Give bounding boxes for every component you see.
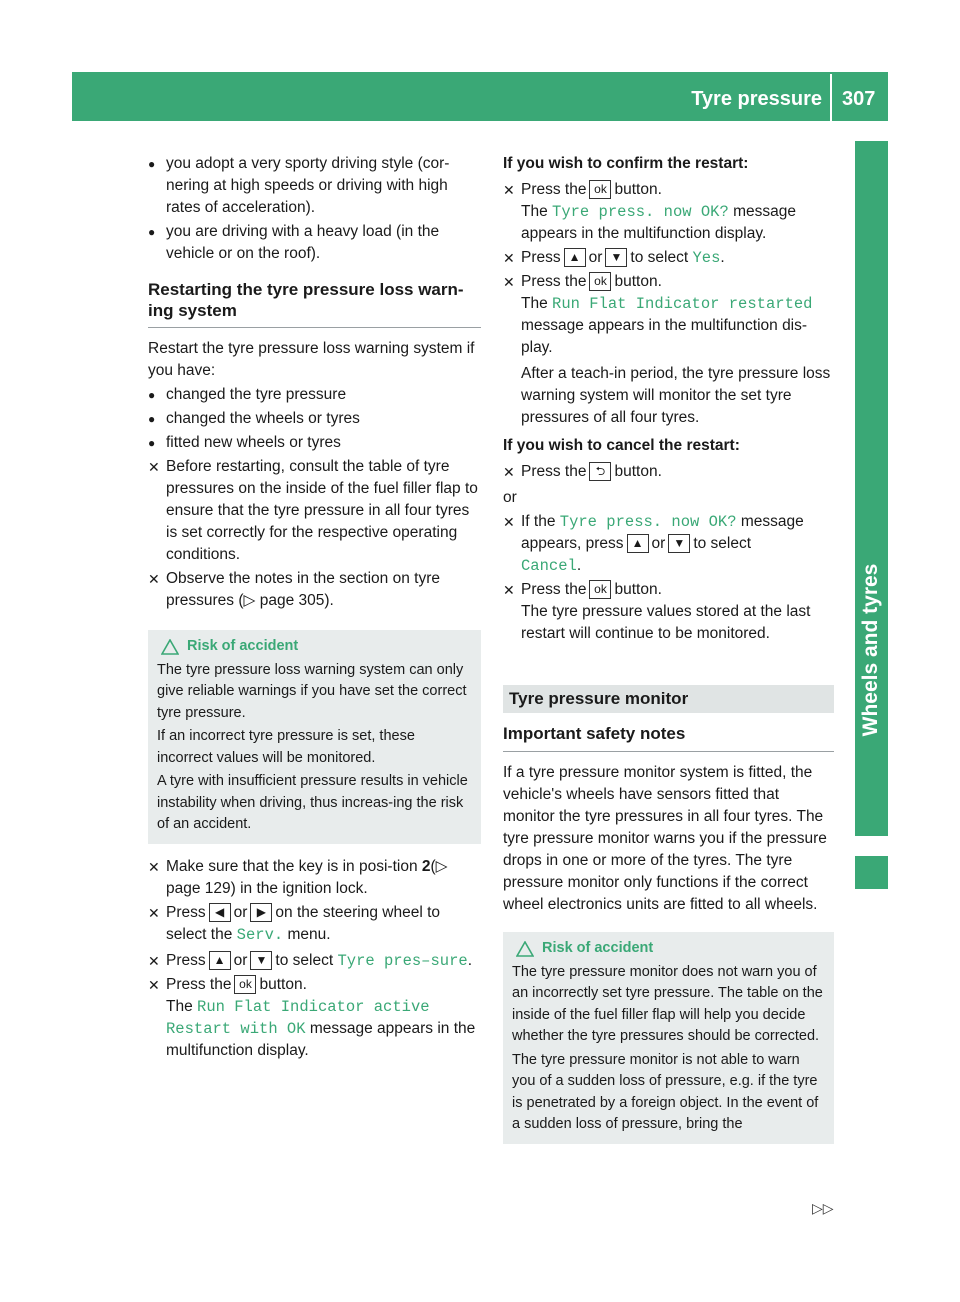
warning-text: If an incorrect tyre pressure is set, these incorrect values will be monitored.	[157, 728, 415, 766]
step-item: ✕ Press the ok button. The Run Flat Indicator active Restart with OK message appears in the multifunction display.	[148, 975, 476, 1059]
or-text: or	[503, 489, 517, 506]
header-divider	[830, 74, 832, 121]
continued-marker: ▷▷	[812, 1200, 834, 1216]
body-text: If a tyre pressure monitor system is fitted, the vehicle's wheels have sensors fitted that monitor the tyre pressures in all four tyres. The tyre pressure monitor warns you if the pressure drops in one or more of the tyres. The tyre pressure monitor only functions if the correct wheel electronics units are fitted to all wheels.	[503, 764, 827, 913]
ok-key-icon: ok	[589, 580, 611, 599]
page-section-title: Tyre pressure	[691, 88, 822, 110]
warning-triangle-icon	[161, 639, 179, 655]
step-item: ✕ Press ▲ or ▼ to select Yes.	[503, 249, 725, 267]
step-item: ✕ Press the ok button. The tyre pressure values stored at the last restart will continue to be monitored.	[503, 581, 811, 642]
ok-key-icon: ok	[589, 180, 611, 199]
step-item: ✕ Press ◀ or ▶ on the steering wheel to select the Serv. menu.	[148, 903, 441, 944]
side-tab-marker	[855, 856, 888, 889]
up-key-icon: ▲	[564, 248, 586, 267]
warning-title: Risk of accident	[516, 938, 826, 960]
right-key-icon: ▶	[250, 903, 272, 922]
warning-title: Risk of accident	[161, 636, 473, 658]
section-heading: Important safety notes	[503, 723, 834, 752]
warning-box	[148, 630, 481, 844]
down-key-icon: ▼	[668, 534, 690, 553]
bullet-item: ● you adopt a very sporty driving style (cor-nering at high speeds or driving with high rates of acceleration).	[148, 155, 450, 216]
step-item: ✕ Press the ok button. The Tyre press. now OK? message appears in the multifunction display.	[503, 181, 796, 242]
ok-key-icon: ok	[589, 272, 611, 291]
step-item: ✕ Press the ⮌ button.	[503, 463, 662, 480]
intro-text: Restart the tyre pressure loss warning system if you have:	[148, 340, 475, 379]
side-chapter-label: Wheels and tyres	[859, 563, 882, 737]
section-title-bar: Tyre pressure monitor	[503, 685, 834, 713]
down-key-icon: ▼	[605, 248, 627, 267]
warning-text: The tyre pressure monitor is not able to warn you of a sudden loss of pressure, e.g. if the tyre is penetrated by a foreign object. In the event of a sudden loss of pressure, bring the	[512, 1051, 819, 1132]
step-item: ✕ Press the ok button. The Run Flat Indicator restarted message appears in the multifunction dis-play. After a teach-in period, the tyre pressure loss warning system will monitor the set tyre pressures of all four tyres.	[503, 273, 831, 426]
bullet-item: ● changed the wheels or tyres	[148, 410, 360, 427]
warning-triangle-icon	[516, 941, 534, 957]
warning-text: A tyre with insufficient pressure results in vehicle instability when driving, thus increas-ing the risk of an accident.	[157, 773, 468, 832]
warning-text: The tyre pressure monitor does not warn you of an incorrectly set tyre pressure. The table on the inside of the fuel filler flap will help you decide whether the tyre pressures should be corrected.	[512, 963, 823, 1044]
step-item: ✕ Press ▲ or ▼ to select Tyre pres–sure.	[148, 951, 473, 970]
left-key-icon: ◀	[209, 903, 231, 922]
ok-key-icon: ok	[234, 975, 256, 994]
warning-box	[503, 932, 834, 1144]
up-key-icon: ▲	[627, 534, 649, 553]
step-item: ✕ Observe the notes in the section on tyre pressures (▷ page 305).	[148, 570, 440, 609]
subsection-heading: If you wish to cancel the restart:	[503, 437, 740, 454]
right-column	[503, 153, 834, 1144]
left-column	[148, 153, 481, 1062]
section-heading: Restarting the tyre pressure loss warn-ing system	[148, 279, 481, 328]
down-key-icon: ▼	[250, 951, 272, 970]
page-number: 307	[842, 88, 876, 110]
bullet-item: ● you are driving with a heavy load (in the vehicle or on the roof).	[148, 223, 440, 262]
bullet-item: ● fitted new wheels or tyres	[148, 434, 341, 451]
warning-text: The tyre pressure loss warning system can only give reliable warnings if you have set the correct tyre pressure.	[157, 661, 467, 721]
up-key-icon: ▲	[209, 951, 231, 970]
step-item: ✕ If the Tyre press. now OK? message appears, press ▲ or ▼ to select Cancel.	[503, 513, 804, 575]
bullet-item: ● changed the tyre pressure	[148, 386, 347, 403]
step-item: ✕ Make sure that the key is in posi-tion 2(▷ page 129) in the ignition lock.	[148, 857, 448, 897]
step-item: ✕ Before restarting, consult the table of tyre pressures on the inside of the fuel filler flap to ensure that the tyre pressure in all four tyres is set correctly for the respective operating conditions.	[148, 458, 478, 563]
back-key-icon: ⮌	[589, 462, 611, 481]
subsection-heading: If you wish to confirm the restart:	[503, 155, 749, 172]
